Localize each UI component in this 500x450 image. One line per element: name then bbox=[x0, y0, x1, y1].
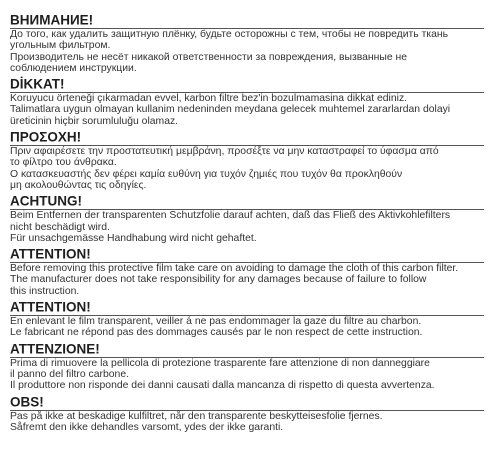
line: The manufacturer does not take responsibility for any damages because of failure to follow bbox=[10, 274, 427, 286]
line: Πριν αφαιρέσετε την προστατευτική μεμβράνη, προσέξτε να μην καταστραφεί το ύφασμα από bbox=[10, 146, 439, 158]
line: Производитель не несёт никакой ответственности за повреждения, вызванные не bbox=[10, 51, 408, 63]
line: Pas på ikke at beskadige kulfiltret, når den transparente beskytteisesfolie fjernes. bbox=[10, 410, 383, 422]
section-italian bbox=[10, 341, 494, 392]
section-french bbox=[10, 299, 494, 339]
heading-italian: ATTENZIONE! bbox=[10, 340, 100, 357]
line: nicht beschädigt wird. bbox=[10, 221, 110, 233]
warning-document bbox=[10, 12, 494, 433]
line: До того, как удалить защитную плёнку, будьте осторожны с тем, чтобы не повредить ткань bbox=[10, 29, 449, 40]
heading-turkish: DİKKAT! bbox=[10, 76, 65, 92]
line: Beim Entfernen der transparenten Schutzfolie darauf achten, daß das Fließ des Aktivkohlefilters bbox=[10, 210, 451, 222]
line: Before removing this protective film take care on avoiding to damage the cloth of this carbon filter. bbox=[10, 263, 459, 275]
heading-greek: ΠΡΟΣΟΧΗ! bbox=[10, 129, 82, 145]
section-russian bbox=[10, 12, 494, 74]
line: il panno del filtro carbone. bbox=[10, 368, 129, 380]
line: Talimatlara uygun olmayan kullanim nedeninden meydana gelecek muhtemel zararlardan dolayi bbox=[10, 104, 451, 116]
line: Il produttore non risponde dei danni causati dalla mancanza di rispetto di questa avvertenza. bbox=[10, 380, 435, 392]
section-english bbox=[10, 246, 494, 297]
line: Prima di rimuovere la pellicola di protezione trasparente fare attenzione di non danneggiare bbox=[10, 357, 430, 369]
heading-german: ACHTUNG! bbox=[10, 193, 82, 210]
line: Koruyucu örteneği çıkarmadan evvel, karbon filtre bez'in bozulmamasina dikkat ediniz. bbox=[10, 93, 408, 105]
line: üreticinin hiçbir sorumluluğu olamaz. bbox=[10, 115, 179, 127]
heading-norwegian: OBS! bbox=[10, 393, 44, 410]
line: μη ακολουθώντας τις οδηγίες. bbox=[10, 179, 147, 191]
line: Såfremt den ikke dehandles varsomt, ydes der ikke garanti. bbox=[10, 421, 284, 433]
line: Für unsachgemässe Handhabung wird nicht gehaftet. bbox=[10, 232, 257, 244]
heading-french: ATTENTION! bbox=[10, 299, 91, 315]
line: Le fabricant ne répond pas des dommages causés par le non respect de cette instruction. bbox=[10, 327, 423, 339]
heading-english: ATTENTION! bbox=[10, 246, 91, 262]
heading-russian: ВНИМАНИЕ! bbox=[10, 12, 94, 28]
section-turkish bbox=[10, 76, 494, 127]
section-german bbox=[10, 193, 494, 244]
section-greek bbox=[10, 129, 494, 191]
line: соблюдением инструкции. bbox=[10, 62, 137, 74]
line: Ο κατασκευαστής δεν φέρει καμία ευθύνη για τυχόν ζημιές που τυχόν θα προκληθούν bbox=[10, 168, 403, 180]
line: угольным фильтром. bbox=[10, 40, 111, 52]
line: το φίλτρο του άνθρακα. bbox=[10, 157, 117, 169]
section-norwegian bbox=[10, 394, 494, 434]
line: this instruction. bbox=[10, 285, 80, 297]
line: En enlevant le film transparent, veiller á ne pas endommager la gaze du filtre au charbon. bbox=[10, 316, 422, 328]
